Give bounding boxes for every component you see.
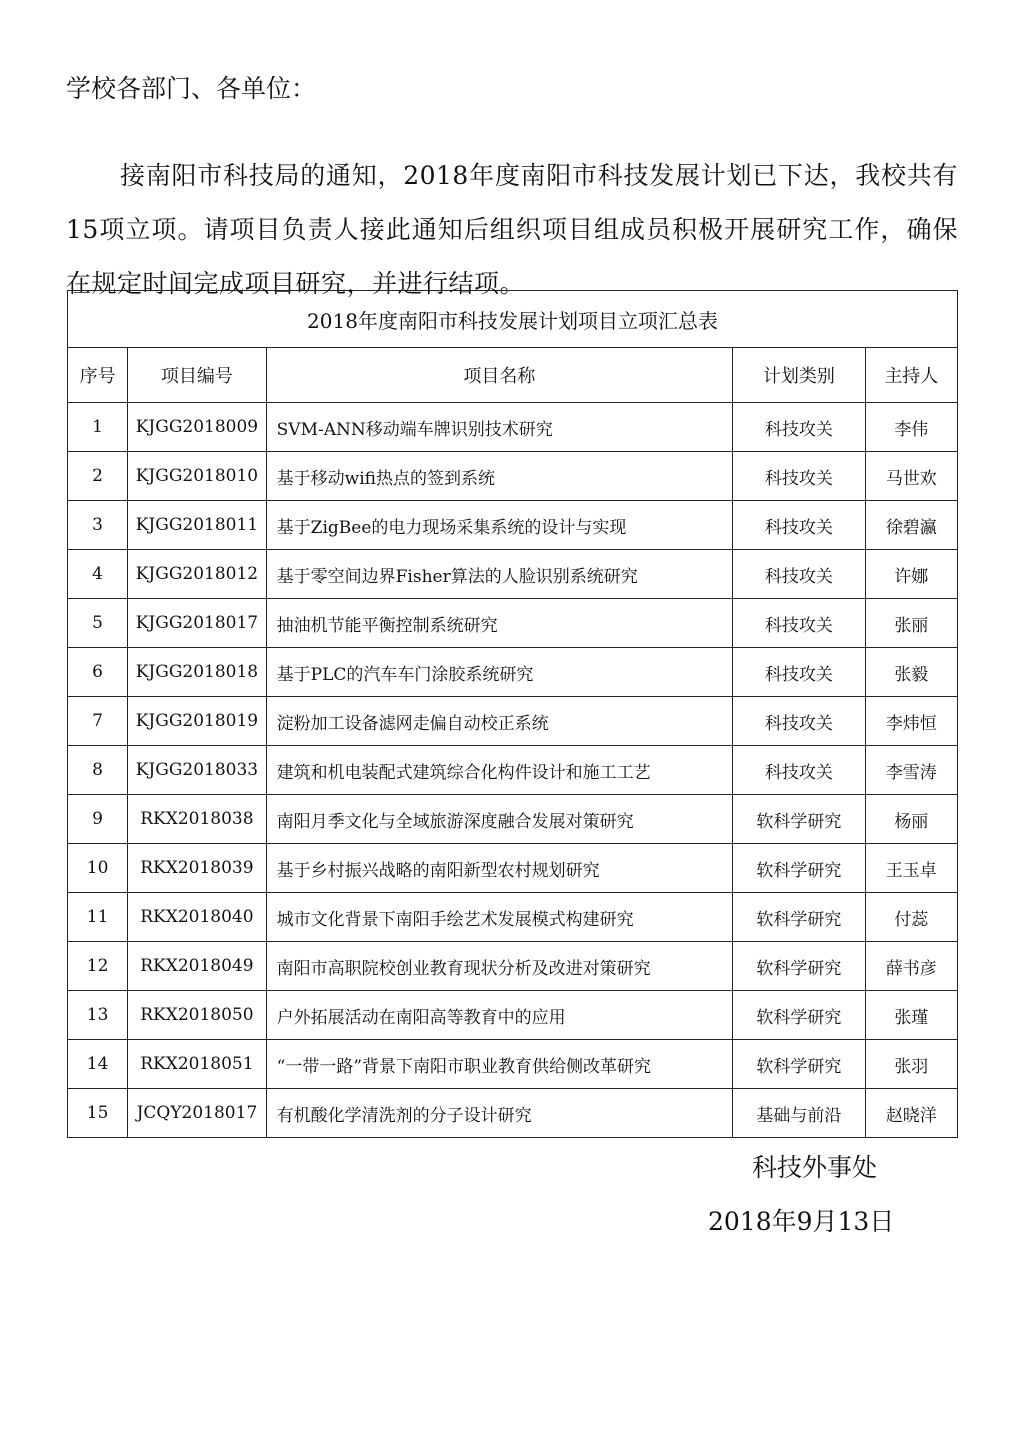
signature: 科技外事处	[752, 1153, 878, 1182]
table-row	[68, 697, 958, 746]
cell-name: 基于移动wifi热点的签到系统	[266, 452, 733, 501]
cell-code: KJGG2018017	[128, 599, 266, 648]
cell-no: 13	[68, 991, 128, 1040]
table-row	[68, 795, 958, 844]
cell-no: 11	[68, 893, 128, 942]
cell-name: 南阳月季文化与全域旅游深度融合发展对策研究	[266, 795, 733, 844]
cell-host: 张毅	[865, 648, 957, 697]
table-row	[68, 403, 958, 452]
cell-no: 7	[68, 697, 128, 746]
cell-code: KJGG2018018	[128, 648, 266, 697]
header-code: 项目编号	[128, 348, 266, 403]
cell-host: 马世欢	[865, 452, 957, 501]
cell-code: RKX2018038	[128, 795, 266, 844]
cell-host: 许娜	[865, 550, 957, 599]
cell-name: 建筑和机电装配式建筑综合化构件设计和施工工艺	[266, 746, 733, 795]
cell-category: 科技攻关	[733, 697, 865, 746]
cell-category: 科技攻关	[733, 599, 865, 648]
cell-code: RKX2018040	[128, 893, 266, 942]
cell-code: KJGG2018010	[128, 452, 266, 501]
cell-no: 9	[68, 795, 128, 844]
cell-code: KJGG2018033	[128, 746, 266, 795]
cell-category: 软科学研究	[733, 893, 865, 942]
header-name: 项目名称	[266, 348, 733, 403]
header-category: 计划类别	[733, 348, 865, 403]
cell-host: 李雪涛	[865, 746, 957, 795]
cell-category: 软科学研究	[733, 795, 865, 844]
cell-name: 基于零空间边界Fisher算法的人脸识别系统研究	[266, 550, 733, 599]
cell-host: 徐碧瀛	[865, 501, 957, 550]
cell-category: 软科学研究	[733, 991, 865, 1040]
cell-code: KJGG2018012	[128, 550, 266, 599]
cell-code: KJGG2018009	[128, 403, 266, 452]
cell-no: 1	[68, 403, 128, 452]
cell-name: 基于乡村振兴战略的南阳新型农村规划研究	[266, 844, 733, 893]
cell-no: 12	[68, 942, 128, 991]
table-title: 2018年度南阳市科技发展计划项目立项汇总表	[68, 291, 958, 348]
table-row	[68, 746, 958, 795]
table-header-row	[68, 348, 958, 403]
cell-name: 基于PLC的汽车车门涂胶系统研究	[266, 648, 733, 697]
cell-no: 3	[68, 501, 128, 550]
cell-name: 有机酸化学清洗剂的分子设计研究	[266, 1089, 733, 1138]
table-row	[68, 1040, 958, 1089]
cell-code: RKX2018039	[128, 844, 266, 893]
cell-code: RKX2018050	[128, 991, 266, 1040]
table-row	[68, 991, 958, 1040]
cell-code: JCQY2018017	[128, 1089, 266, 1138]
table-row	[68, 648, 958, 697]
cell-category: 软科学研究	[733, 1040, 865, 1089]
cell-name: 淀粉加工设备滤网走偏自动校正系统	[266, 697, 733, 746]
table-row	[68, 893, 958, 942]
project-summary-table	[67, 290, 958, 1138]
cell-host: 薛书彦	[865, 942, 957, 991]
cell-host: 李伟	[865, 403, 957, 452]
table-row	[68, 844, 958, 893]
cell-host: 张瑾	[865, 991, 957, 1040]
cell-host: 王玉卓	[865, 844, 957, 893]
salutation: 学校各部门、各单位：	[66, 74, 317, 103]
table-row	[68, 550, 958, 599]
cell-name: 户外拓展活动在南阳高等教育中的应用	[266, 991, 733, 1040]
cell-no: 2	[68, 452, 128, 501]
cell-host: 李炜恒	[865, 697, 957, 746]
issue-date: 2018年9月13日	[708, 1207, 895, 1236]
cell-category: 科技攻关	[733, 746, 865, 795]
table-row	[68, 1089, 958, 1138]
cell-code: KJGG2018019	[128, 697, 266, 746]
cell-host: 张丽	[865, 599, 957, 648]
cell-name: 抽油机节能平衡控制系统研究	[266, 599, 733, 648]
cell-name: 基于ZigBee的电力现场采集系统的设计与实现	[266, 501, 733, 550]
cell-category: 科技攻关	[733, 550, 865, 599]
cell-code: RKX2018049	[128, 942, 266, 991]
cell-category: 科技攻关	[733, 452, 865, 501]
cell-name: SVM-ANN移动端车牌识别技术研究	[266, 403, 733, 452]
cell-no: 10	[68, 844, 128, 893]
cell-category: 基础与前沿	[733, 1089, 865, 1138]
table-row	[68, 452, 958, 501]
cell-no: 8	[68, 746, 128, 795]
cell-name: “一带一路”背景下南阳市职业教育供给侧改革研究	[266, 1040, 733, 1089]
cell-category: 软科学研究	[733, 942, 865, 991]
cell-category: 科技攻关	[733, 648, 865, 697]
cell-no: 14	[68, 1040, 128, 1089]
table-row	[68, 942, 958, 991]
cell-name: 城市文化背景下南阳手绘艺术发展模式构建研究	[266, 893, 733, 942]
cell-no: 5	[68, 599, 128, 648]
notice-body: 接南阳市科技局的通知，2018年度南阳市科技发展计划已下达，我校共有15项立项。请项目负责人接此通知后组织项目组成员积极开展研究工作，确保在规定时间完成项目研究，并进行结项。	[66, 161, 958, 298]
cell-host: 杨丽	[865, 795, 957, 844]
cell-name: 南阳市高职院校创业教育现状分析及改进对策研究	[266, 942, 733, 991]
cell-host: 付蕊	[865, 893, 957, 942]
cell-code: KJGG2018011	[128, 501, 266, 550]
table-row	[68, 599, 958, 648]
header-no: 序号	[68, 348, 128, 403]
header-host: 主持人	[865, 348, 957, 403]
cell-category: 软科学研究	[733, 844, 865, 893]
cell-no: 15	[68, 1089, 128, 1138]
cell-category: 科技攻关	[733, 501, 865, 550]
cell-no: 4	[68, 550, 128, 599]
cell-host: 赵晓洋	[865, 1089, 957, 1138]
cell-code: RKX2018051	[128, 1040, 266, 1089]
cell-no: 6	[68, 648, 128, 697]
cell-category: 科技攻关	[733, 403, 865, 452]
cell-host: 张羽	[865, 1040, 957, 1089]
table-row	[68, 501, 958, 550]
